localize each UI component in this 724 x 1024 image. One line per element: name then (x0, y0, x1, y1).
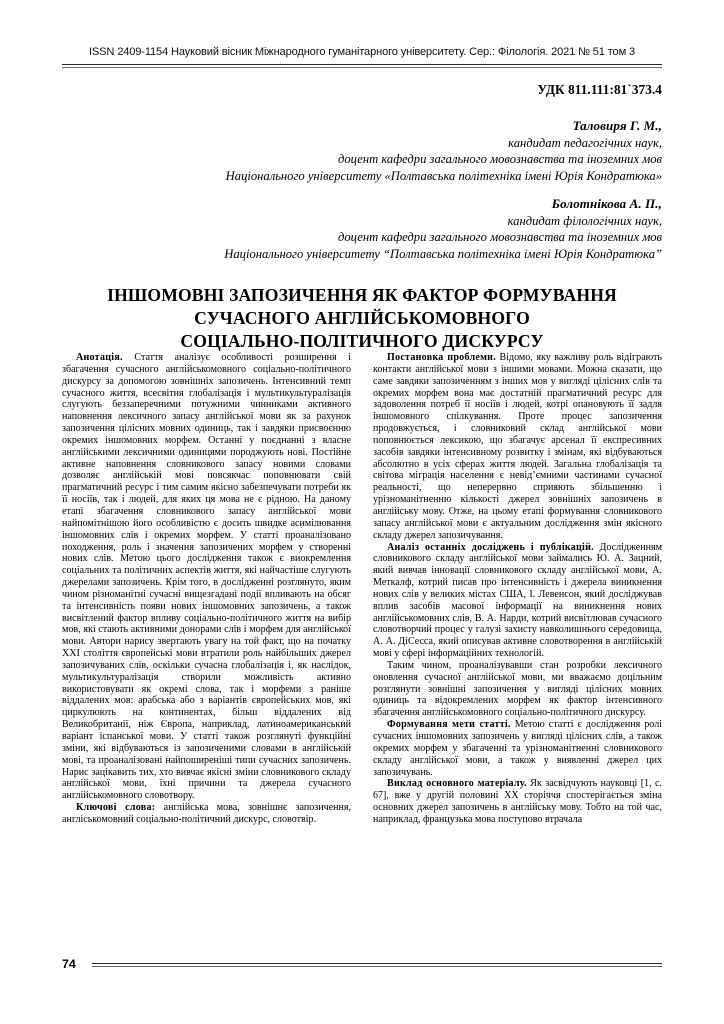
section-heading-problem-statement: Постановка проблеми. (387, 352, 496, 363)
section-text-main-material: Як засвідчують науковці [1, с. 67], вже у другій половині XX сторіччя спостерігається зміна основних джерел запозичень в англійську мову. Тобто на той час, наприклад, французька мова поступово втрачала (373, 778, 662, 825)
author-degree: кандидат філологічних наук, (507, 213, 662, 228)
section-aim (373, 719, 662, 778)
section-summary (373, 660, 662, 719)
keywords-text: англійська мова, зовнішнє запозичення, англіськомовний соціально-політичний дискурс, словотвір. (62, 802, 351, 825)
section-heading-main-material: Виклад основного матеріалу. (387, 778, 527, 790)
header-divider (62, 64, 662, 68)
running-head: ISSN 2409-1154 Науковий вісник Міжнародного гуманітарного університету. Сер.: Філологія. 2021 № 51 том 3 (88, 46, 635, 58)
column-right (373, 352, 662, 826)
page-title (62, 284, 662, 353)
abstract-paragraph (62, 352, 351, 802)
author-position: доцент кафедри загального мовознавства та іноземних мов (337, 230, 662, 245)
keywords-label: Ключові слова: (76, 802, 156, 814)
section-text-aim: Метою статті є дослідження ролі сучасних іншомовних запозичень у вигляді цілісних слів, а також окремих морфем у збагаченні та урізноманітненні словникового складу англійської мови, а також у виявленні джерел цих запозичувань. (373, 719, 662, 778)
page-number: 74 (62, 957, 76, 971)
author-affiliation: Національного університету “Полтавська політехніка імені Юрія Кондратюка” (224, 246, 662, 261)
author-position: доцент кафедри загального мовознавства та іноземних мов (337, 152, 662, 167)
author-degree: кандидат педагогічних наук, (508, 135, 662, 150)
author-name: Болотнікова А. П., (551, 195, 662, 211)
section-main-material (373, 778, 662, 825)
author-affiliation: Національного університету «Полтавська політехніка імені Юрія Кондратюка» (225, 168, 662, 183)
author-block-list (62, 118, 662, 262)
author-block (62, 118, 662, 184)
body-columns (62, 352, 662, 952)
section-heading-aim: Формування мети статті. (387, 719, 511, 731)
section-problem-statement (373, 352, 662, 542)
title-line-3: СОЦІАЛЬНО-ПОЛІТИЧНОГО ДИСКУРСУ (180, 330, 544, 351)
section-literature-review (373, 542, 662, 660)
udc-code: УДК 811.111:81`373.4 (537, 82, 662, 97)
title-line-1: ІНШОМОВНІ ЗАПОЗИЧЕННЯ ЯК ФАКТОР ФОРМУВАННЯ (107, 284, 617, 305)
author-block (62, 196, 662, 262)
author-name: Таловиря Г. М., (572, 118, 662, 133)
keywords-paragraph (62, 802, 351, 826)
section-text-problem-statement: Відомо, яку важливу роль відіграють контакти англійської мови з іншими мовами. Можна сказати, що саме завдяки запозиченням з інших мов у вигляді цілісних слів та окремих морфем вона має достатній прагматичний ресурс для задоволення потреб її носіїв і людей, котрі опановують її задля іншомовного спілкування. Проте процес запозичення продовжується, і словниковий склад англійської мови поповнюється лексикою, що збагачує арсенал її експресивних засобів завдяки інтенсивному розвитку і змінам, які відбуваються абсолютно в усіх сферах життя людей. Загальна глобалізація та світова міграція населення є невід’ємними частинами сучасної реальності, що неперервно сприяють збільшенню і урізноманітненню кількості джерел зовнішніх запозичень в англійську мову. Отже, на цьому етапі формування словникового запасу англійської мови є актуальним дослідження змін якісного складу джерел запозичування. (373, 352, 663, 541)
section-text-summary: Таким чином, проаналізувавши стан розробки лексичного оновлення сучасної англійської мови, ми вважаємо доцільним розглянути зовнішні запозичення у вигляді цілісних мовних одиниць та відокремлених морфем як фактор інтенсивного збагачення англійськомовного соціально-політичного дискурсу. (373, 659, 662, 719)
section-text-literature-review: Дослідженням словникового складу англійської мови займались Ю. А. Зацний, який вивчав інновації словникового складу англійської мови, А. Меткалф, котрий писав про інтенсивність і джерела виникнення нових слів у великих містах США, І. Левенсон, який досліджував вплив засобів масової інформації на виникнення нових англійськомовних слів, В. А. Нарди, котрий висвітлював сучасного словотворчий процес у галузі захисту навколишнього середовища, А. А. ДіСесса, який описував активне словотворення в англійській мові у сфері інформаційних технологій. (373, 541, 662, 660)
abstract-text: Стаття аналізує особливості розширення і збагачення сучасного англійськомовного соціально-політичного дискурсу за допомогою зовнішніх запозичень. Інтенсивний темп сучасного життя, всесвітня глобалізація і мультикультуралізація слугують беззаперечними потужними чинниками активного наповнення лексичного запасу англійської мови як за рахунок запозичення цілісних мовних одиниць, так і завдяки присвоєнню окремих іншомовних морфем. Останні у поєднанні з власне англійськими лексичними одиницями породжують нові. Постійне активне наповнення словникового запасу новими словами дозволяє англійській мові повсякчас поповнювати свій прагматичний ресурс і тим самим якісно забезпечувати потреби як її носіїв, так і людей, для яких ця мова не є рідною. На даному етапі збагачення словникового запасу англійської мови найпомітнішою його особливістю є досить швидке асимілювання іншомовних слів і окремих морфем. У статті проаналізовано походження, роль і значення запозичених морфем у створенні нових слів. Метою цього дослідження також є виокремлення соціальних та політичних аспектів життя, які найчастіше слугують джерелами запозичень. Крім того, в дослідженні розглянуто, яким чином різноманітні сучасні вищезгадані події впливають на обсяг та інтенсивність появи нових іншомовних запозичень, а також висвітлений фактор впливу соціально-політичного життя на вибір мов, які стають активними донорами слів і морфем для англійської мови. Автори нарису звертають увагу на той факт, що на початку XXI століття європейські мови втратили роль найбільших джерел запозичуваних слів, оскільки сучасна глобалізація і, як наслідок, мультикультуралізація створили можливість активно використовувати як окремі слова, так і морфеми з раніше віддалених мов: арабська або з варіантів європейських мов, які циркулюють на континентах, більш віддалених від Великобританії, ніж Європа, наприклад, латиноамериканський варіант іспанської мови. У статті також розглянуті функційні зміни, які відбуваються із запозиченими словами в англійській мові, та проаналізовані найпоширеніші типи сучасних запозичень. Нарис зацікавить тих, хто вивчає якісні зміни словникового складу англійської мови, їхні причини та джерела сучасного англійськомовного словотвору. (62, 352, 351, 802)
section-heading-literature-review: Аналіз останніх досліджень і публікацій. (387, 541, 594, 553)
column-left (62, 352, 351, 826)
footer-divider (92, 963, 662, 967)
title-line-2: СУЧАСНОГО АНГЛІЙСЬКОМОВНОГО (194, 307, 530, 328)
abstract-label: Анотація. (76, 352, 123, 363)
